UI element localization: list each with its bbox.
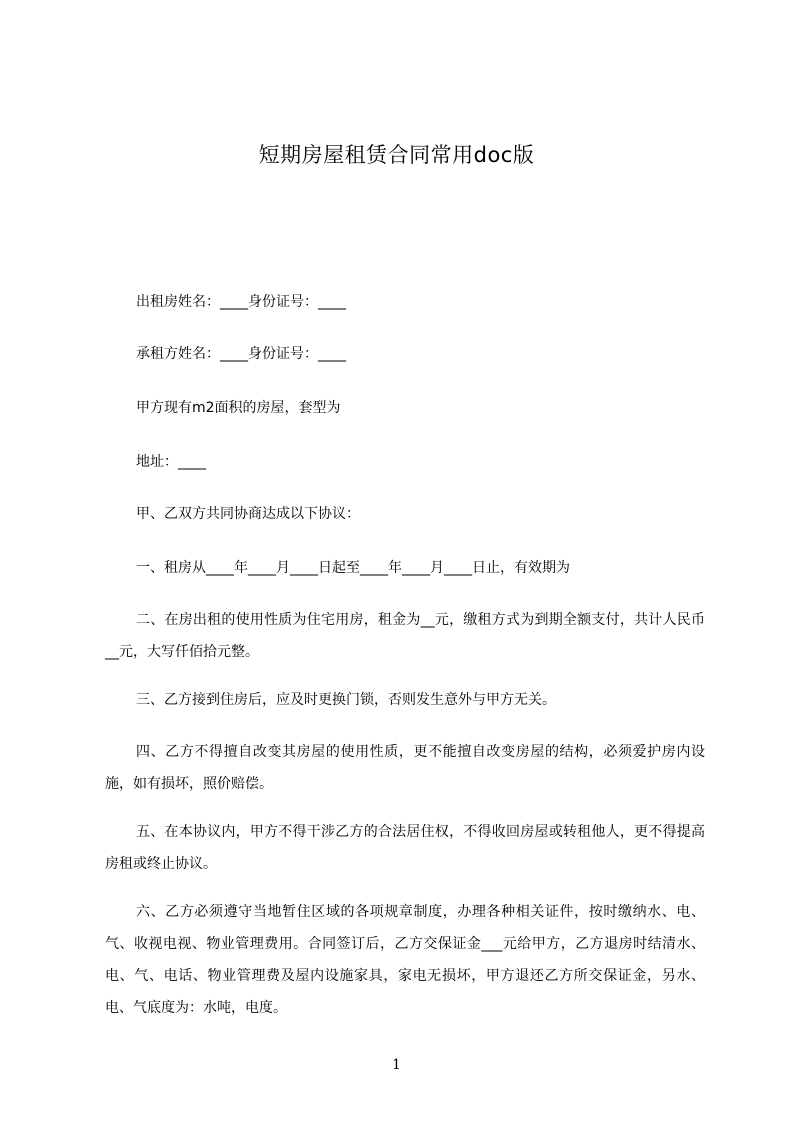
page-number: 1 (392, 1057, 401, 1073)
area-field: 甲方现有m2面积的房屋，套型为 (136, 400, 341, 416)
clause-4: 四、乙方不得擅自改变其房屋的使用性质，更不能擅自改变房屋的结构，必须爱护房内设施，如有损坏，照价赔偿。 (105, 744, 705, 792)
clause-3: 三、乙方接到住房后，应及时更换门锁，否则发生意外与甲方无关。 (136, 692, 556, 708)
clause-2: 二、在房出租的使用性质为住宅用房，租金为__元，缴租方式为到期全额支付，共计人民币__元，大写仟佰拾元整。 (105, 612, 705, 660)
clause-1: 一、租房从____年____月____日起至____年____月____日止，有效期为 (136, 560, 570, 576)
clause-6: 六、乙方必须遵守当地暂住区域的各项规章制度，办理各种相关证件，按时缴纳水、电、气、收视电视、物业管理费用。合同签订后，乙方交保证金___元给甲方，乙方退房时结清水、电、气、电话、物业管理费及屋内设施家具，家电无损坏，甲方退还乙方所交保证金，另水、电、气底度为：水吨，电度。 (105, 904, 705, 1016)
tenant-field: 承租方姓名：____身份证号：____ (136, 346, 346, 362)
address-field: 地址：____ (136, 454, 206, 470)
clause-5: 五、在本协议内，甲方不得干涉乙方的合法居住权，不得收回房屋或转租他人，更不得提高房租或终止协议。 (105, 824, 705, 872)
agreement-intro: 甲、乙双方共同协商达成以下协议： (136, 506, 360, 522)
landlord-field: 出租房姓名：____身份证号：____ (136, 294, 346, 310)
document-title: 短期房屋租赁合同常用doc版 (258, 143, 535, 167)
